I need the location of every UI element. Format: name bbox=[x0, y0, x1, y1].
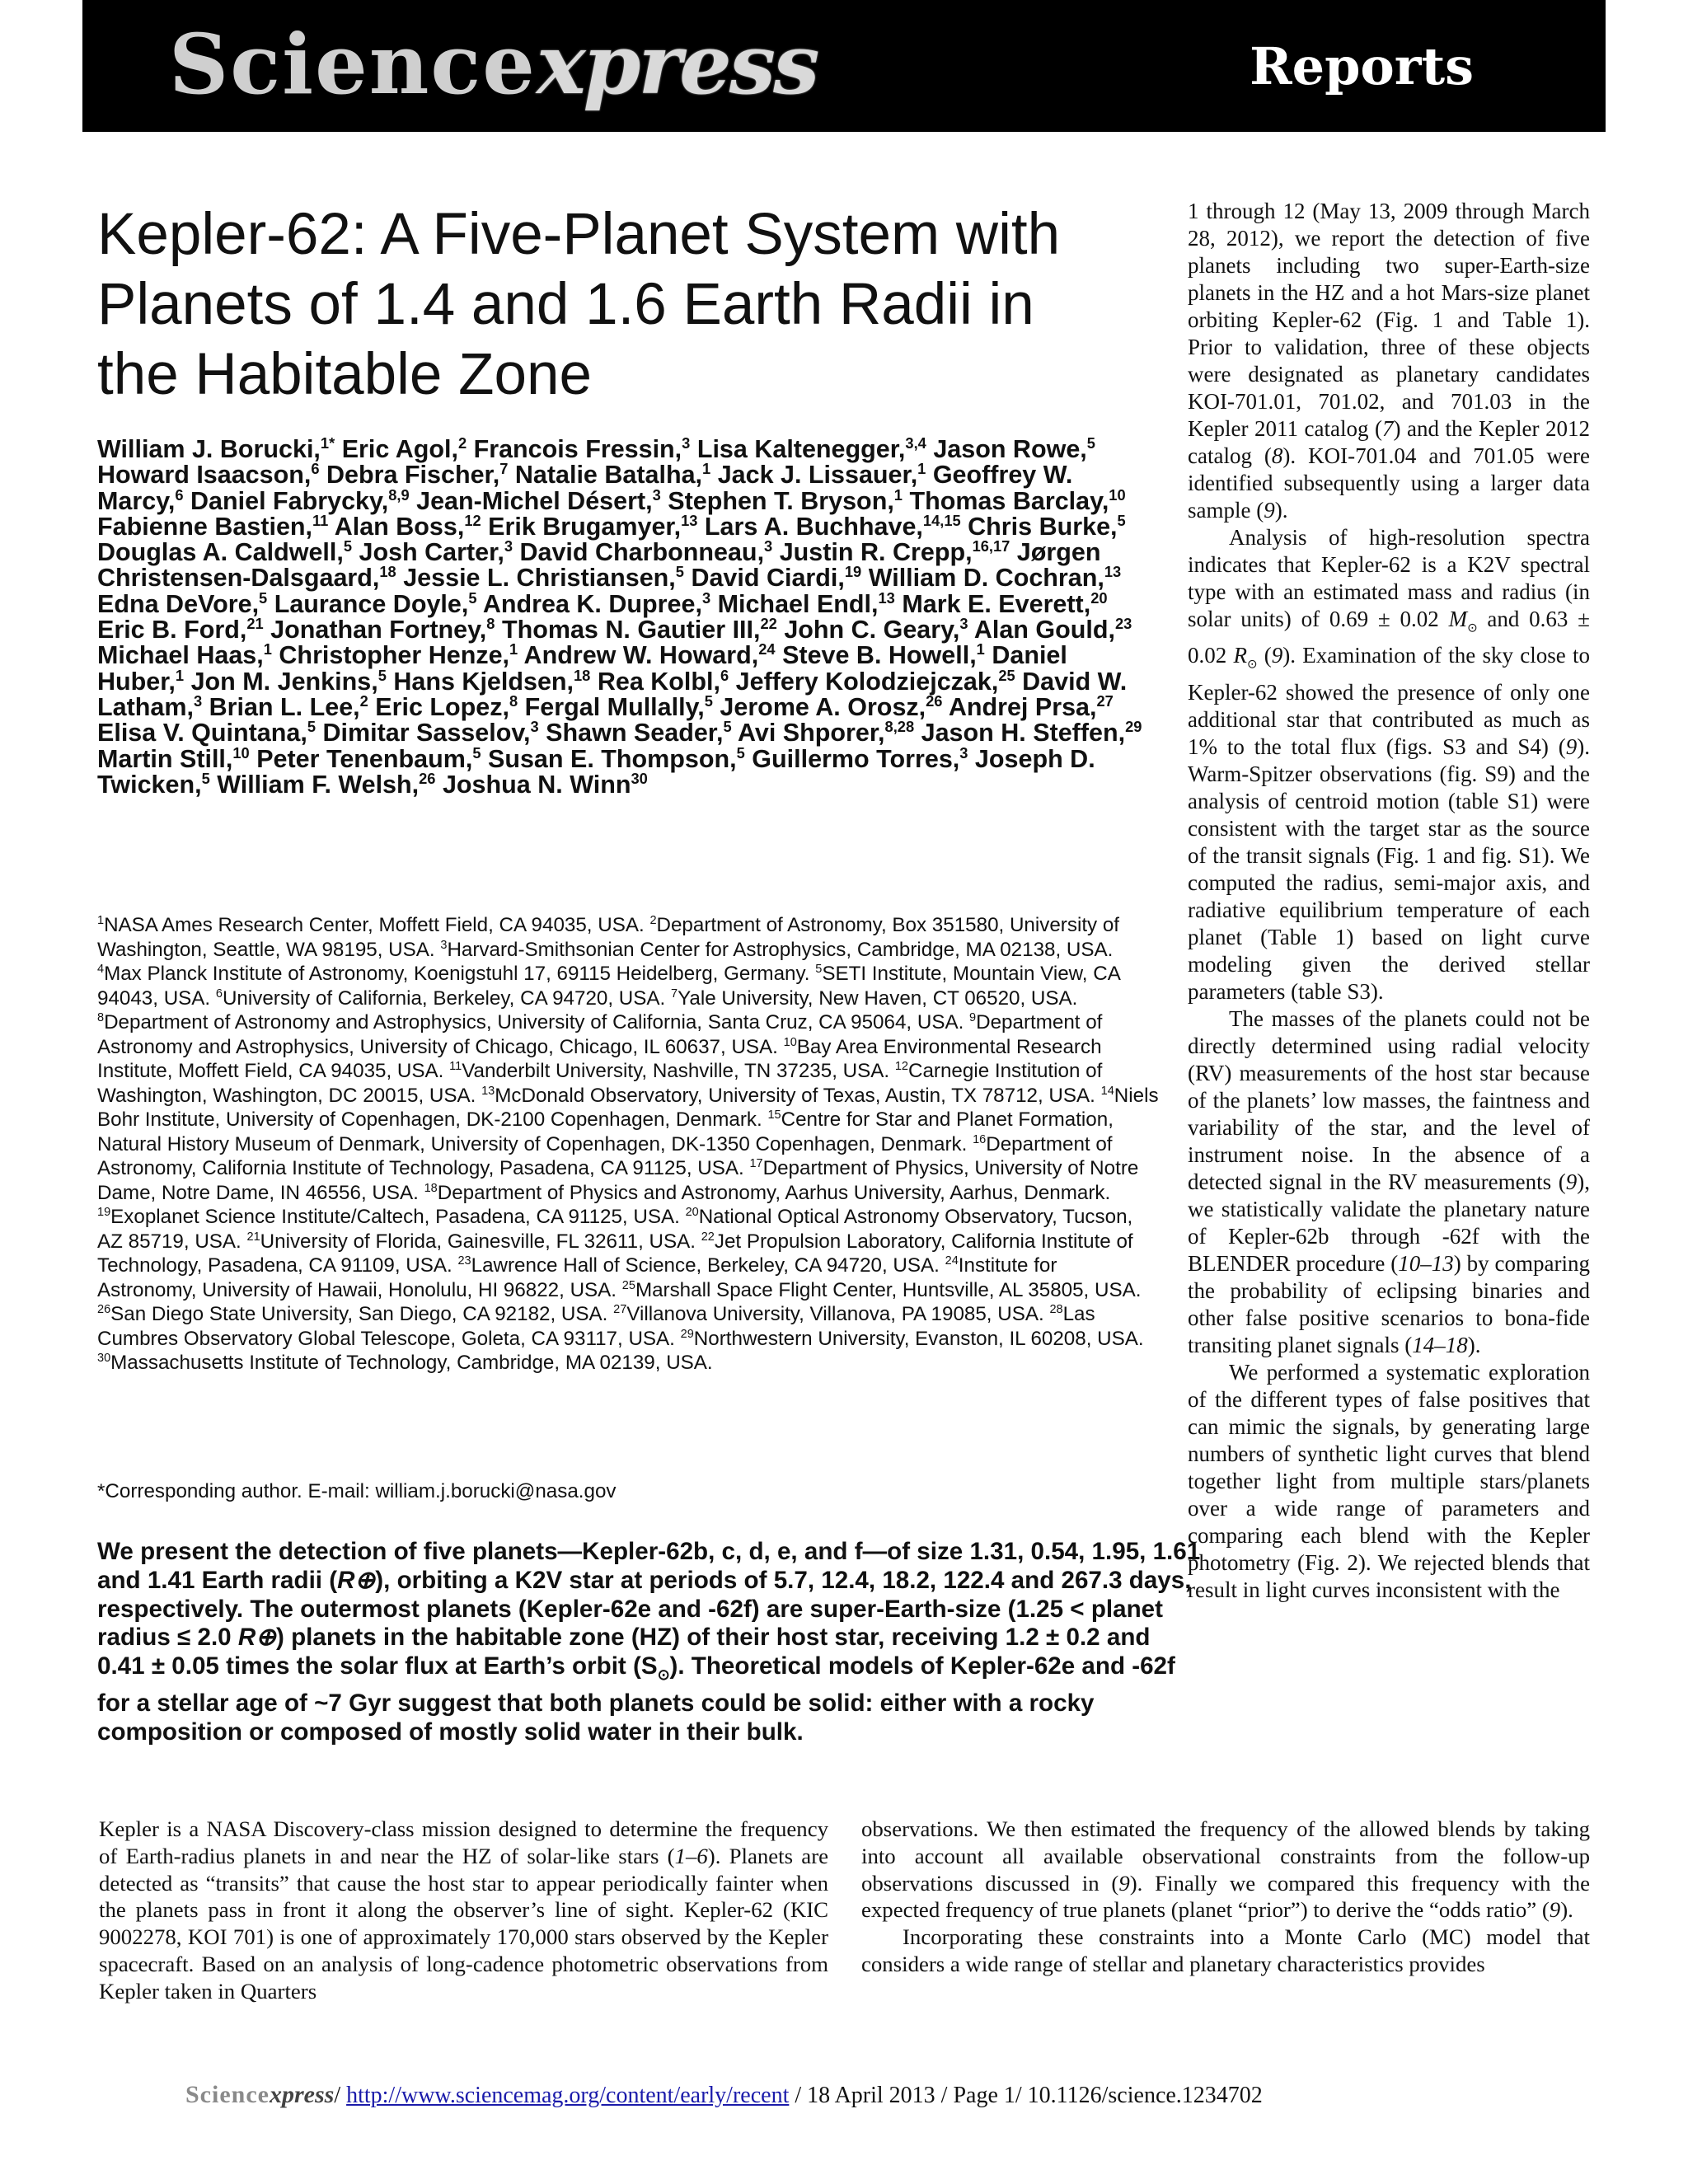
author-name: Alan Boss, bbox=[334, 512, 465, 541]
author-affiliation-mark: 3,4 bbox=[905, 434, 926, 452]
author-name: Josh Carter, bbox=[359, 538, 504, 567]
author-affiliation-mark: 5 bbox=[468, 588, 477, 607]
affiliation: $^7$Yale University, New Haven, CT 06520, USA. bbox=[671, 987, 1078, 1010]
author-name: Chris Burke, bbox=[968, 512, 1118, 541]
author-affiliation-mark: 8,9 bbox=[388, 485, 410, 504]
affiliation: $^{23}$Lawrence Hall of Science, Berkeley, CA 94720, USA. bbox=[457, 1254, 940, 1277]
reference[interactable]: 9 bbox=[1565, 1169, 1578, 1194]
author bbox=[217, 771, 435, 799]
author bbox=[209, 693, 368, 721]
paragraph: Kepler is a NASA Discovery-class mission designed to determine the frequency of Earth-radius planets in and near the HZ of solar-like stars (1–6). Planets are detected as “transits” that cause the host star to appear periodically fainter when the planets pass in front it along the observer’s line of sight. Kepler-62 (KIC 9002278, KOI 701) is one of approximately 170,000 stars observed by the Kepler spacecraft. Based on an analysis of long-cadence photometric observations from Kepler taken in Quarters bbox=[99, 1816, 829, 2004]
author-name: Thomas N. Gautier III, bbox=[501, 616, 761, 644]
abstract-text: We present the detection of five planets—Kepler-62b, c, d, e, and f—of size 1.31, 0.54, 1.95, 1.61 and 1.41 Earth radii ( bbox=[97, 1538, 1201, 1594]
header-banner bbox=[82, 0, 1606, 132]
author-affiliation-mark: 10 bbox=[1109, 485, 1126, 504]
affiliation: $^{13}$McDonald Observatory, University of Texas, Austin, TX 78712, USA. bbox=[481, 1084, 1095, 1107]
author bbox=[326, 461, 508, 489]
author-affiliation-mark: 5 bbox=[704, 691, 713, 710]
author-name: William D. Cochran, bbox=[868, 564, 1104, 593]
affiliation: $^{12}$Carnegie Institution of Washington, Washington, DC 20015, USA. bbox=[97, 1059, 1103, 1107]
affiliation: $^1$NASA Ames Research Center, Moffett Field, CA 94035, USA. bbox=[97, 913, 645, 936]
author-affiliation-mark: 3 bbox=[959, 614, 968, 632]
author bbox=[97, 745, 250, 773]
author bbox=[97, 435, 335, 463]
author bbox=[752, 745, 968, 773]
author-affiliation-mark: 3 bbox=[530, 718, 539, 736]
author-affiliation-mark: 1 bbox=[509, 640, 518, 658]
author-affiliation-mark: 3 bbox=[701, 588, 711, 607]
author-name: David Ciardi, bbox=[691, 564, 845, 593]
author bbox=[359, 538, 513, 566]
author-name: Rea Kolbl, bbox=[597, 667, 720, 696]
author-affiliation-mark: 1 bbox=[263, 640, 272, 658]
author-affiliation-mark: 8,28 bbox=[884, 718, 915, 736]
author bbox=[403, 564, 684, 592]
author-affiliation-mark: 6 bbox=[311, 460, 320, 478]
author bbox=[782, 641, 985, 669]
author-name: William J. Borucki, bbox=[97, 435, 321, 463]
author-affiliation-mark: 19 bbox=[844, 563, 862, 581]
affiliation: $^5$SETI Institute, Mountain View, CA 94043, USA. bbox=[97, 962, 1120, 1010]
author bbox=[718, 461, 926, 489]
author bbox=[598, 668, 729, 696]
author-affiliation-mark: 13 bbox=[878, 588, 895, 607]
affiliation: $^2$Department of Astronomy, Box 351580, University of Washington, Seattle, WA 98195, USA. bbox=[97, 913, 1120, 961]
author bbox=[97, 641, 272, 669]
author-name: Natalie Batalha, bbox=[514, 461, 703, 490]
author bbox=[256, 745, 481, 773]
author bbox=[191, 668, 387, 696]
affiliation: $^4$Max Planck Institute of Astronomy, Koenigstuhl 17, 69115 Heidelberg, Germany. bbox=[97, 962, 810, 985]
affiliation: $^9$Department of Astronomy and Astrophysics, University of Chicago, Chicago, IL 60637, USA. bbox=[97, 1010, 1103, 1058]
author-affiliation-mark: 8 bbox=[486, 614, 495, 632]
paragraph: Incorporating these constraints into a Monte Carlo (MC) model that considers a wide range of stellar and planetary characteristics provides bbox=[861, 1924, 1590, 1976]
author bbox=[488, 513, 697, 541]
author-affiliation-mark: 1 bbox=[917, 460, 926, 478]
author-name: Martin Still, bbox=[97, 744, 233, 773]
author-affiliation-mark: 2 bbox=[359, 691, 368, 710]
body-right-column bbox=[861, 1816, 1590, 1978]
author-affiliation-mark: 18 bbox=[379, 563, 396, 581]
author-affiliation-mark: 6 bbox=[175, 485, 184, 504]
author-affiliation-mark: 20 bbox=[1090, 588, 1108, 607]
author-affiliation-mark: 3 bbox=[682, 434, 691, 452]
affiliation: $^{11}$Vanderbilt University, Nashville, TN 37235, USA. bbox=[449, 1059, 890, 1082]
author-affiliation-mark: 30 bbox=[631, 769, 648, 787]
reference[interactable]: 9 bbox=[1118, 1870, 1130, 1896]
page-footer: Sciencexpress/ http://www.sciencemag.org/content/early/recent / 18 April 2013 / Page 1/ 10.1126/science.1234702 bbox=[185, 2081, 1263, 2108]
author bbox=[949, 693, 1114, 721]
logo-express-text: xpress bbox=[536, 16, 818, 113]
abstract-text: ), orbiting a K2V star at periods of 5.7, 12.4, 18.2, 122.4 and 267.3 days, respectively. The outermost planets (Kepler-62e and -62f) are super-Earth-size (1.25 < planet radius ≤ 2.0 bbox=[97, 1566, 1192, 1652]
author bbox=[279, 641, 518, 669]
affiliation: $^{19}$Exoplanet Science Institute/Caltech, Pasadena, CA 91125, USA. bbox=[97, 1205, 680, 1228]
affiliation: $^{25}$Marshall Space Flight Center, Huntsville, AL 35805, USA. bbox=[621, 1278, 1142, 1301]
author-affiliation-mark: 23 bbox=[1114, 614, 1132, 632]
author-affiliation-mark: 24 bbox=[758, 640, 776, 658]
author-affiliation-mark: 5 bbox=[343, 537, 353, 555]
author-name: Eric Agol, bbox=[341, 435, 458, 463]
affiliation: $^{29}$Northwestern University, Evanston, IL 60208, USA. bbox=[680, 1327, 1144, 1350]
author-name: Stephen T. Bryson, bbox=[668, 486, 894, 515]
author-name: Andrej Prsa, bbox=[948, 692, 1097, 721]
author bbox=[483, 590, 710, 618]
author bbox=[525, 693, 713, 721]
author-affiliation-mark: 5 bbox=[723, 718, 732, 736]
author-affiliation-mark: 6 bbox=[720, 666, 729, 684]
author bbox=[375, 693, 518, 721]
author-name: Daniel Fabrycky, bbox=[190, 486, 389, 515]
author-name: Avi Shporer, bbox=[737, 719, 885, 748]
footer-logo-express: xpress bbox=[269, 2081, 335, 2108]
author-affiliation-mark: 21 bbox=[246, 614, 264, 632]
footer-citation: / 18 April 2013 / Page 1/ 10.1126/science.1234702 bbox=[789, 2083, 1263, 2108]
author-name: Elisa V. Quintana, bbox=[97, 719, 307, 748]
author-name: Peter Tenenbaum, bbox=[256, 744, 473, 773]
author-name: Debra Fischer, bbox=[326, 461, 500, 490]
author-name: Erik Brugamyer, bbox=[488, 512, 682, 541]
author bbox=[718, 590, 895, 618]
author-name: Jason Rowe, bbox=[933, 435, 1087, 463]
author-affiliation-mark: 27 bbox=[1096, 691, 1114, 710]
affiliation: $^{22}$Jet Propulsion Laboratory, California Institute of Technology, Pasadena, CA 91109, USA. bbox=[97, 1230, 1133, 1277]
affiliation: $^{10}$Bay Area Environmental Research Institute, Moffett Field, CA 94035, USA. bbox=[97, 1035, 1102, 1082]
author-affiliation-mark: 1 bbox=[175, 666, 185, 684]
paragraph: The masses of the planets could not be directly determined using radial velocity (RV) measurements of the host star because of the planets’ low masses, the faintness and variability of the star, and the level of instrument noise. In the absence of a detected signal in the RV measurements (9), we statistically validate the planetary nature of Kepler-62b through -62f with the BLENDER procedure (10–13) by comparing the probability of eclipsing binaries and other false positive scenarios to bona-fide transiting planet signals (14–18). bbox=[1188, 1005, 1590, 1357]
author-name: Thomas Barclay, bbox=[909, 486, 1109, 515]
author bbox=[780, 538, 1010, 566]
paragraph: Analysis of high-resolution spectra indicates that Kepler-62 is a K2V spectral type with an estimated mass and radius (in solar units) of 0.69 ± 0.02 $M_⊙$ and 0.63 ± 0.02 $R_⊙$ (9). Examination of the sky close to Kepler-62 showed the presence of only one additional star that contributed as much as 1% to the total flux (figs. S3 and S4) (9). Warm-Spitzer observations (fig. S9) and the analysis of centroid motion (table S1) were consistent with the target star as the source of the transit signals (Fig. 1 and fig. S1). We computed the radius, semi-major axis, and radiative equilibrium temperature of each planet (Table 1) based on light curve modeling given the derived stellar parameters (table S3). bbox=[1188, 525, 1591, 1004]
author bbox=[921, 719, 1142, 747]
author-name: Joseph D. Twicken, bbox=[97, 744, 1095, 799]
author-name: Fabienne Bastien, bbox=[97, 512, 313, 541]
author-name: Howard Isaacson, bbox=[97, 461, 312, 490]
affiliation: $^{30}$Massachusetts Institute of Technology, Cambridge, MA 02139, USA. bbox=[97, 1351, 713, 1374]
author bbox=[968, 513, 1126, 541]
author bbox=[524, 641, 776, 669]
author-name: John C. Geary, bbox=[784, 616, 960, 644]
author bbox=[691, 564, 861, 592]
paragraph: 1 through 12 (May 13, 2009 through March 28, 2012), we report the detection of five planets including two super-Earth-size planets in the HZ and a hot Mars-size planet orbiting Kepler-62 (Fig. 1 and Table 1). Prior to validation, three of these objects were designated as planetary candidates KOI-701.01, 701.02, and 701.03 in the Kepler 2011 catalog (7) and the Kepler 2012 catalog (8). KOI-701.04 and 701.05 were identified subsequently using a larger data sample (9). bbox=[1188, 199, 1591, 523]
footer-logo-science: Science bbox=[185, 2081, 270, 2108]
author bbox=[97, 719, 316, 747]
author bbox=[335, 513, 481, 541]
affiliation: $^8$Department of Astronomy and Astrophysics, University of California, Santa Cruz, CA 95064, USA. bbox=[97, 1010, 964, 1033]
author bbox=[720, 693, 942, 721]
author-name: Fergal Mullally, bbox=[524, 692, 705, 721]
author-name: Justin R. Crepp, bbox=[779, 538, 973, 567]
reference[interactable]: 9 bbox=[1271, 643, 1283, 668]
author-name: Jason H. Steffen, bbox=[921, 719, 1126, 748]
author bbox=[342, 435, 467, 463]
author bbox=[97, 513, 328, 541]
author bbox=[736, 668, 1015, 696]
author-name: Jon M. Jenkins, bbox=[190, 667, 378, 696]
author-affiliation-mark: 5 bbox=[377, 666, 387, 684]
author-affiliation-mark: 22 bbox=[760, 614, 777, 632]
author-affiliation-mark: 13 bbox=[681, 511, 698, 529]
affiliation: $^{24}$Institute for Astronomy, University of Hawaii, Honolulu, HI 96822, USA. bbox=[97, 1254, 1057, 1301]
author-affiliation-mark: 25 bbox=[998, 666, 1015, 684]
author-name: Christopher Henze, bbox=[279, 641, 510, 670]
reference[interactable]: 8 bbox=[1271, 443, 1283, 468]
author bbox=[97, 538, 352, 566]
affiliation-list bbox=[97, 913, 1160, 1376]
author-affiliation-mark: 5 bbox=[1086, 434, 1095, 452]
author-name: Steve B. Howell, bbox=[782, 641, 977, 670]
author-name: William F. Welsh, bbox=[217, 770, 420, 799]
affiliation: $^{26}$San Diego State University, San Diego, CA 92182, USA. bbox=[97, 1302, 608, 1325]
reference[interactable]: 9 bbox=[1565, 733, 1578, 759]
author bbox=[869, 564, 1121, 592]
author-name: Daniel Huber, bbox=[97, 641, 1067, 696]
author-affiliation-mark: 5 bbox=[1117, 511, 1126, 529]
section-label: Reports bbox=[1250, 35, 1474, 96]
author-name: Dimitar Sasselov, bbox=[322, 719, 531, 748]
abstract-text: ). Theoretical models of Kepler-62e and -62f for a stellar age of ~7 Gyr suggest that both planets could be solid: either with a rocky composition or composed of mostly solid water in their bulk. bbox=[97, 1652, 1175, 1746]
author bbox=[97, 616, 264, 644]
solar-symbol: ⊙ bbox=[657, 1666, 670, 1684]
author-affiliation-mark: 1 bbox=[893, 485, 903, 504]
affiliation: $^3$Harvard-Smithsonian Center for Astrophysics, Cambridge, MA 02138, USA. bbox=[440, 938, 1114, 961]
author bbox=[97, 590, 267, 618]
author-affiliation-mark: 16,17 bbox=[972, 537, 1010, 555]
author-affiliation-mark: 2 bbox=[457, 434, 467, 452]
author bbox=[546, 719, 731, 747]
author-affiliation-mark: 5 bbox=[307, 718, 316, 736]
earth-radius-symbol: R⊕ bbox=[337, 1566, 376, 1594]
corresponding-author: *Corresponding author. E-mail: william.j.borucki@nasa.gov bbox=[97, 1480, 617, 1502]
author-name: Andrew W. Howard, bbox=[523, 641, 759, 670]
author-name: Michael Haas, bbox=[97, 641, 264, 670]
body-left-column bbox=[99, 1816, 828, 2005]
science-express-logo bbox=[169, 7, 817, 123]
author-name: Lars A. Buchhave, bbox=[704, 512, 923, 541]
author-affiliation-mark: 3 bbox=[764, 537, 773, 555]
affiliation: $^{15}$Centre for Star and Planet Formation, Natural History Museum of Denmark, University of Copenhagen, DK-1350 Copenhagen, Denmark. bbox=[97, 1108, 1114, 1155]
reference[interactable]: 14–18 bbox=[1412, 1332, 1468, 1357]
author-affiliation-mark: 11 bbox=[312, 511, 329, 529]
affiliation: $^{28}$Las Cumbres Observatory Global Telescope, Goleta, CA 93117, USA. bbox=[97, 1302, 1095, 1350]
affiliation: $^6$University of California, Berkeley, CA 94720, USA. bbox=[215, 987, 666, 1010]
footer-url-link[interactable]: http://www.sciencemag.org/content/early/recent bbox=[346, 2083, 790, 2108]
paragraph: observations. We then estimated the frequency of the allowed blends by taking into account all available observational constraints from the follow-up observations discussed in (9). Finally we compared this frequency with the expected frequency of true planets (planet “prior”) to derive the “odds ratio” (9). bbox=[861, 1816, 1590, 1923]
affiliation: $^{27}$Villanova University, Villanova, PA 19085, USA. bbox=[613, 1302, 1044, 1325]
author-affiliation-mark: 3 bbox=[652, 485, 661, 504]
author-name: Susan E. Thompson, bbox=[488, 744, 737, 773]
author-name: Michael Endl, bbox=[717, 589, 879, 618]
author-name: Shawn Seader, bbox=[546, 719, 724, 748]
author-affiliation-mark: 8 bbox=[509, 691, 518, 710]
author-name: Alan Gould, bbox=[973, 616, 1115, 644]
author-name: Brian L. Lee, bbox=[209, 692, 360, 721]
author-list bbox=[97, 434, 1160, 799]
author bbox=[705, 513, 961, 541]
author-affiliation-mark: 18 bbox=[574, 666, 591, 684]
abstract bbox=[97, 1538, 1202, 1746]
author-name: Douglas A. Caldwell, bbox=[97, 538, 344, 567]
reference[interactable]: 7 bbox=[1381, 416, 1394, 441]
author-affiliation-mark: 26 bbox=[419, 769, 436, 787]
logo-science-text: Science bbox=[169, 16, 537, 113]
author-affiliation-mark: 13 bbox=[1104, 563, 1122, 581]
author bbox=[270, 616, 495, 644]
author-affiliation-mark: 10 bbox=[232, 743, 250, 762]
author-affiliation-mark: 29 bbox=[1125, 718, 1142, 736]
author-affiliation-mark: 1* bbox=[320, 434, 335, 452]
author bbox=[443, 771, 648, 799]
author bbox=[97, 461, 320, 489]
author-name: Jack J. Lissauer, bbox=[717, 461, 918, 490]
author-affiliation-mark: 3 bbox=[959, 743, 968, 762]
affiliation: $^{21}$University of Florida, Gainesville, FL 32611, USA. bbox=[246, 1230, 696, 1253]
author-affiliation-mark: 3 bbox=[193, 691, 203, 710]
author bbox=[933, 435, 1095, 463]
author-affiliation-mark: 1 bbox=[976, 640, 985, 658]
author-affiliation-mark: 3 bbox=[504, 537, 513, 555]
author bbox=[322, 719, 538, 747]
author-name: David Charbonneau, bbox=[519, 538, 765, 567]
author-name: Guillermo Torres, bbox=[752, 744, 960, 773]
author-name: Jeffery Kolodziejczak, bbox=[735, 667, 999, 696]
right-column-text bbox=[1188, 198, 1590, 1604]
author bbox=[519, 538, 772, 566]
earth-radius-symbol: R⊕ bbox=[237, 1624, 277, 1652]
author bbox=[909, 487, 1125, 515]
author-name: Andrea K. Dupree, bbox=[482, 589, 702, 618]
affiliation: $^{14}$Niels Bohr Institute, University of Copenhagen, DK-2100 Copenhagen, Denmark. bbox=[97, 1084, 1159, 1131]
author-name: Jessie L. Christiansen, bbox=[403, 564, 676, 593]
author-affiliation-mark: 1 bbox=[702, 460, 711, 478]
author-affiliation-mark: 7 bbox=[499, 460, 509, 478]
author bbox=[738, 719, 914, 747]
reference[interactable]: 9 bbox=[1264, 498, 1275, 523]
author-name: Edna DeVore, bbox=[97, 589, 260, 618]
author-name: Eric Lopez, bbox=[375, 692, 509, 721]
article-title: Kepler-62: A Five-Planet System with Planets of 1.4 and 1.6 Earth Radii in the Habitable Zone bbox=[97, 202, 1061, 407]
author-name: Lisa Kaltenegger, bbox=[696, 435, 906, 463]
author bbox=[474, 435, 691, 463]
author bbox=[393, 668, 590, 696]
author bbox=[784, 616, 968, 644]
author-name: Mark E. Everett, bbox=[902, 589, 1091, 618]
author-name: Francois Fressin, bbox=[473, 435, 682, 463]
author bbox=[274, 590, 477, 618]
author-affiliation-mark: 12 bbox=[464, 511, 481, 529]
author-name: David W. Latham, bbox=[97, 667, 1128, 721]
author-name: Jean-Michel Désert, bbox=[416, 486, 653, 515]
author-name: Jonathan Fortney, bbox=[270, 616, 487, 644]
reference[interactable]: 9 bbox=[1549, 1897, 1561, 1923]
author bbox=[668, 487, 903, 515]
author bbox=[974, 616, 1132, 644]
author-affiliation-mark: 14,15 bbox=[922, 511, 961, 529]
author bbox=[190, 487, 410, 515]
author-affiliation-mark: 5 bbox=[675, 563, 684, 581]
author-name: Laurance Doyle, bbox=[274, 589, 469, 618]
author-name: Jerome A. Orosz, bbox=[720, 692, 926, 721]
author-name: Hans Kjeldsen, bbox=[393, 667, 574, 696]
abstract-text: ) planets in the habitable zone (HZ) of their host star, receiving 1.2 ± 0.2 and 0.41 ± 0.05 times the solar flux at Earth’s orbit (S bbox=[97, 1624, 1151, 1680]
author-name: Geoffrey W. Marcy, bbox=[97, 461, 1073, 515]
reference[interactable]: 1–6 bbox=[674, 1843, 708, 1868]
affiliation: $^{20}$National Optical Astronomy Observatory, Tucson, AZ 85719, USA. bbox=[97, 1205, 1133, 1253]
author bbox=[502, 616, 777, 644]
author-affiliation-mark: 26 bbox=[926, 691, 943, 710]
paragraph: We performed a systematic exploration of the different types of false positives that can mimic the signals, by generating large numbers of synthetic light curves that blend together light from multiple stars/planets over a wide range of parameters and comparing each blend with the Kepler photometry (Fig. 2). We rejected blends that result in light curves inconsistent with the bbox=[1188, 1359, 1590, 1602]
author-name: Joshua N. Winn bbox=[442, 770, 631, 799]
affiliation: $^{17}$Department of Physics, University of Notre Dame, Notre Dame, IN 46556, USA. bbox=[97, 1156, 1139, 1204]
affiliation: $^{18}$Department of Physics and Astronomy, Aarhus University, Aarhus, Denmark. bbox=[424, 1181, 1111, 1204]
affiliation: $^{16}$Department of Astronomy, California Institute of Technology, Pasadena, CA 91125, USA. bbox=[97, 1132, 1113, 1179]
author-affiliation-mark: 5 bbox=[259, 588, 268, 607]
author-name: Jørgen Christensen-Dalsgaard, bbox=[97, 538, 1101, 593]
author-name: Eric B. Ford, bbox=[97, 616, 247, 644]
author bbox=[488, 745, 745, 773]
author bbox=[697, 435, 926, 463]
reference[interactable]: 10–13 bbox=[1398, 1250, 1454, 1276]
author bbox=[515, 461, 710, 489]
author bbox=[416, 487, 661, 515]
author-affiliation-mark: 5 bbox=[201, 769, 210, 787]
author-affiliation-mark: 5 bbox=[736, 743, 745, 762]
author-affiliation-mark: 5 bbox=[472, 743, 481, 762]
author bbox=[902, 590, 1107, 618]
